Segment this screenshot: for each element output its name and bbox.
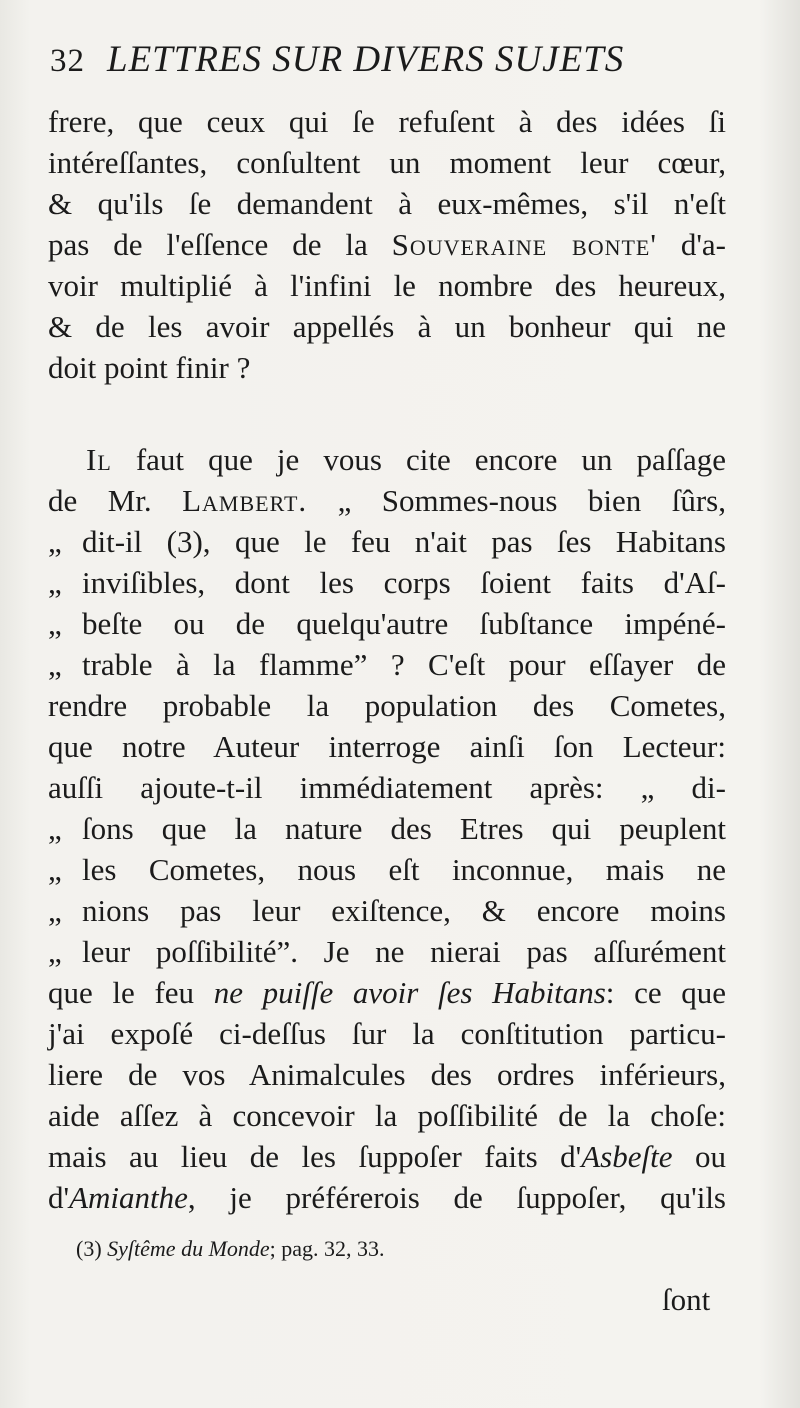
drop-cap-word: Il — [86, 442, 112, 477]
text-line — [48, 973, 726, 1013]
text-line — [48, 809, 726, 849]
text-run: ſons que la nature des Etres qui peuplent — [82, 811, 726, 846]
quote-mark: „ — [48, 934, 62, 969]
text-line: & qu'ils ſe demandent à eux-mêmes, s'il n'eſt — [48, 186, 726, 221]
running-header — [50, 38, 750, 98]
text-run: de Mr. — [48, 483, 183, 518]
text-line — [48, 481, 726, 521]
text-line — [48, 645, 726, 685]
text-run: ou — [672, 1139, 726, 1174]
small-caps-run: Souveraine bonte' — [391, 227, 657, 262]
footnote-title: Syſtême du Monde — [107, 1236, 270, 1261]
text-run: trable à la flamme” ? C'eſt pour eſſayer de — [82, 647, 726, 682]
text-run: „ Sommes-nous bien ſûrs, — [307, 483, 727, 518]
footnote-text: ; pag. 32, 33. — [269, 1236, 385, 1261]
italic-run: Amianthe — [69, 1180, 188, 1215]
text-line: aide aſſez à concevoir la poſſibilité de la choſe: — [48, 1098, 726, 1133]
quote-mark: „ — [48, 893, 62, 928]
text-run: nions pas leur exiſtence, & encore moins — [82, 893, 726, 928]
text-run: beſte ou de quelqu'autre ſubſtance impéné- — [82, 606, 726, 641]
text-line — [48, 891, 726, 931]
page-number: 32 — [50, 43, 85, 79]
quote-mark: „ — [48, 524, 62, 559]
text-run: , je préférerois de ſuppoſer, qu'ils — [187, 1180, 726, 1215]
text-line: doit point finir ? — [48, 350, 251, 385]
text-run: que le feu — [48, 975, 214, 1010]
text-line — [48, 604, 726, 644]
quote-mark: „ — [48, 606, 62, 641]
quote-mark: „ — [48, 647, 62, 682]
text-line: rendre probable la population des Cometes, — [48, 688, 726, 723]
text-line — [48, 225, 726, 265]
text-line: auſſi ajoute-t-il immédiatement après: „ di- — [48, 770, 726, 805]
text-line: & de les avoir appellés à un bonheur qui ne — [48, 309, 726, 344]
catchword: ſont — [662, 1282, 711, 1317]
text-run: leur poſſibilité”. Je ne nierai pas aſſurément — [82, 934, 726, 969]
text-run: d'a- — [656, 227, 727, 262]
text-run: d' — [48, 1180, 70, 1215]
text-run: : ce que — [605, 975, 727, 1010]
text-line — [48, 932, 726, 972]
footnote — [76, 1234, 676, 1264]
text-line — [48, 1137, 726, 1177]
small-caps-run: Lambert. — [182, 483, 308, 518]
text-line — [48, 522, 726, 562]
text-line — [48, 563, 726, 603]
footnote-marker: (3) — [76, 1236, 108, 1261]
quote-mark: „ — [48, 811, 62, 846]
quote-mark: „ — [48, 852, 62, 887]
text-line: frere, que ceux qui ſe refuſent à des idées ſi — [48, 104, 726, 139]
text-run: faut que je vous cite encore un paſſage — [111, 442, 726, 477]
quote-mark: „ — [48, 565, 62, 600]
text-line — [48, 1178, 726, 1218]
text-run: inviſibles, dont les corps ſoient faits d'Aſ- — [82, 565, 726, 600]
text-line: voir multiplié à l'infini le nombre des heureux, — [48, 268, 726, 303]
italic-run: ne puiſſe avoir ſes Habitans — [213, 975, 606, 1010]
text-run: dit-il (3), que le feu n'ait pas ſes Habitans — [82, 524, 726, 559]
text-line — [86, 440, 726, 480]
text-run: mais au lieu de les ſuppoſer faits d' — [48, 1139, 582, 1174]
text-run: pas de l'eſſence de la — [48, 227, 392, 262]
italic-run: Asbeſte — [581, 1139, 673, 1174]
text-line: intéreſſantes, conſultent un moment leur cœur, — [48, 145, 726, 180]
running-title: LETTRES SUR DIVERS SUJETS — [107, 39, 625, 80]
text-line: que notre Auteur interroge ainſi ſon Lecteur: — [48, 729, 726, 764]
text-run: les Cometes, nous eſt inconnue, mais ne — [82, 852, 726, 887]
text-line: j'ai expoſé ci-deſſus ſur la conſtitution particu- — [48, 1016, 726, 1051]
text-line — [48, 850, 726, 890]
text-line: liere de vos Animalcules des ordres inférieurs, — [48, 1057, 726, 1092]
